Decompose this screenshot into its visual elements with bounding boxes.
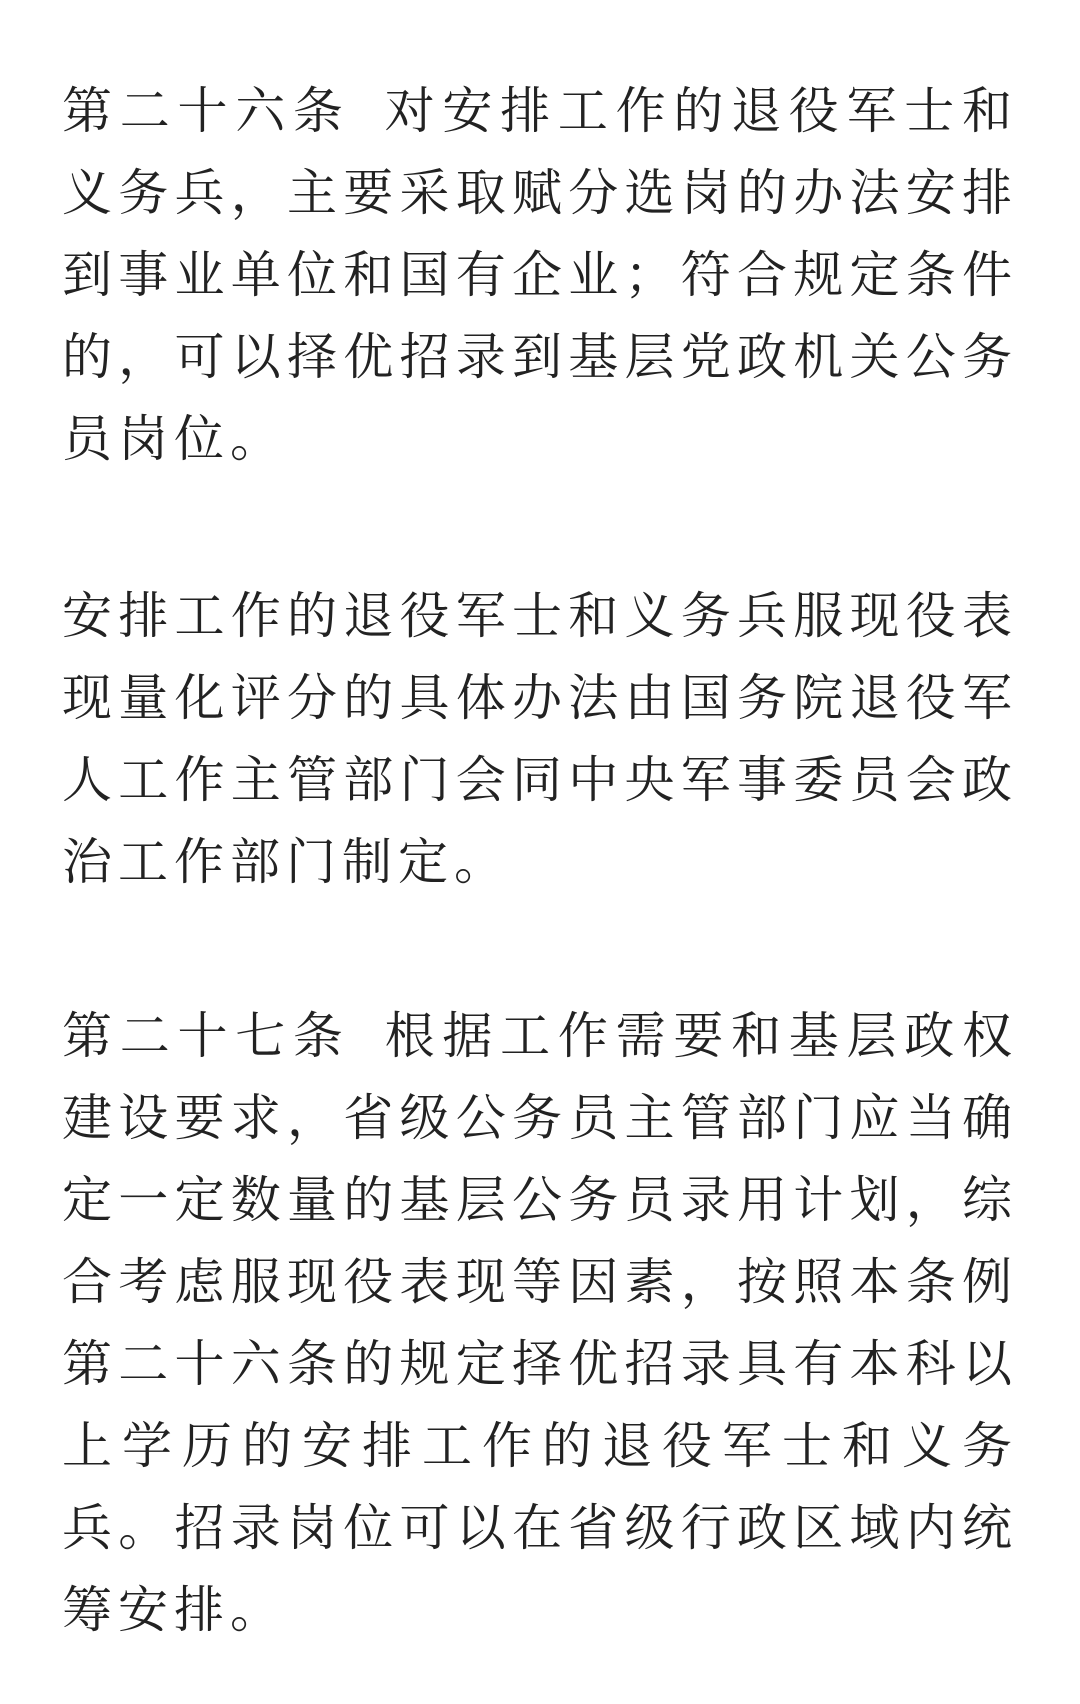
paragraph-text: 根据工作需要和基层政权建设要求，省级公务员主管部门应当确定一定数量的基层公务员录用计划，综合考虑服现役表现等因素，按照本条例第二十六条的规定择优招录具有本科以上学历的安排工作的退役军士和义务兵。招录岗位可以在省级行政区域内统筹安排。 [62,1007,1019,1639]
article-number: 第二十六条 [62,82,351,140]
article-number: 第二十七条 [62,1007,351,1065]
article-26-second-paragraph [62,575,1018,903]
article-27-paragraph [62,995,1018,1651]
paragraph-text: 对安排工作的退役军士和义务兵，主要采取赋分选岗的办法安排到事业单位和国有企业；符合规定条件的，可以择优招录到基层党政机关公务员岗位。 [62,82,1019,468]
article-26-paragraph [62,70,1018,480]
paragraph-text: 安排工作的退役军士和义务兵服现役表现量化评分的具体办法由国务院退役军人工作主管部门会同中央军事委员会政治工作部门制定。 [62,587,1018,891]
